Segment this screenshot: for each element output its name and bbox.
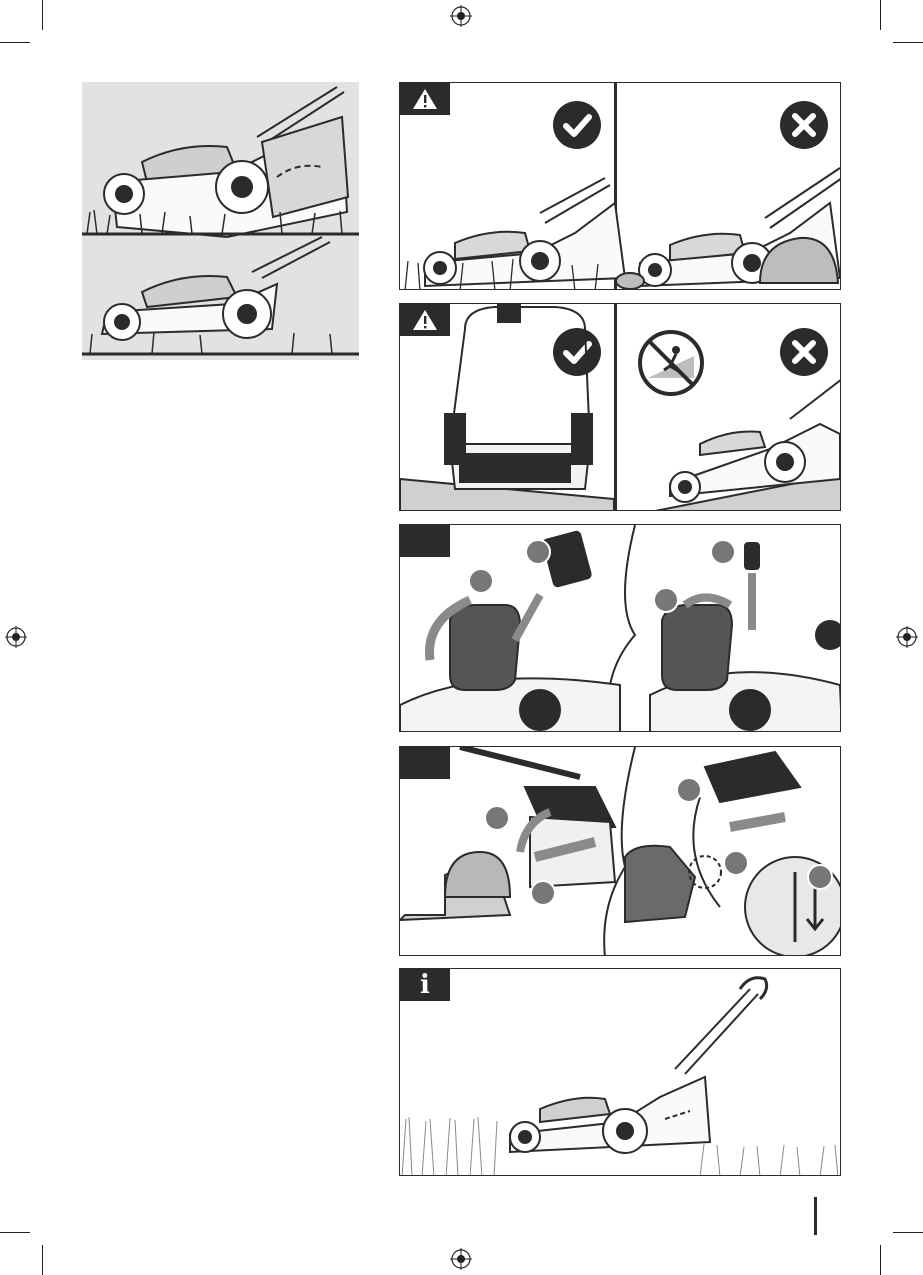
registration-mark-left [5, 626, 27, 648]
mower-mulching-illustration [82, 82, 359, 360]
crop-mark-tl-v [42, 0, 43, 30]
step-callout-3 [807, 864, 833, 890]
battery-insert-panel [399, 524, 841, 732]
step-callout-2 [530, 880, 556, 906]
crop-mark-br-h [893, 1232, 923, 1233]
mower-tall-grass-illustration [400, 969, 841, 1176]
step-callout-2 [525, 539, 551, 565]
registration-mark-right [896, 626, 918, 648]
grass-box-attach-panel [399, 746, 841, 956]
crop-mark-bl-h [0, 1232, 30, 1233]
registration-mark-top [450, 5, 472, 27]
page-marker-bar [814, 1197, 817, 1235]
crop-mark-tl-h [0, 42, 30, 43]
step-callout-1 [484, 805, 510, 831]
crop-mark-bl-v [42, 1245, 43, 1275]
crop-mark-tr-h [893, 42, 923, 43]
registration-mark-bottom [450, 1248, 472, 1270]
grass-bag-illustration-panel [82, 82, 359, 360]
mowing-slopes-panel [399, 303, 841, 511]
step-callout-1 [676, 777, 702, 803]
step-callout-2 [710, 539, 736, 565]
step-callout-1 [653, 587, 679, 613]
crop-mark-tr-v [880, 0, 881, 30]
crop-mark-br-v [880, 1245, 881, 1275]
grass-box-illustration [400, 747, 841, 956]
info-grass-height-panel [399, 968, 841, 1176]
step-callout-2 [723, 850, 749, 876]
step-callout-1 [468, 568, 494, 594]
info-icon: i [400, 969, 450, 1001]
battery-insert-illustration [400, 525, 841, 732]
mowing-obstacles-panel [399, 82, 841, 290]
mower-slope-illustration [400, 304, 841, 511]
mower-obstacle-illustration [400, 83, 841, 290]
